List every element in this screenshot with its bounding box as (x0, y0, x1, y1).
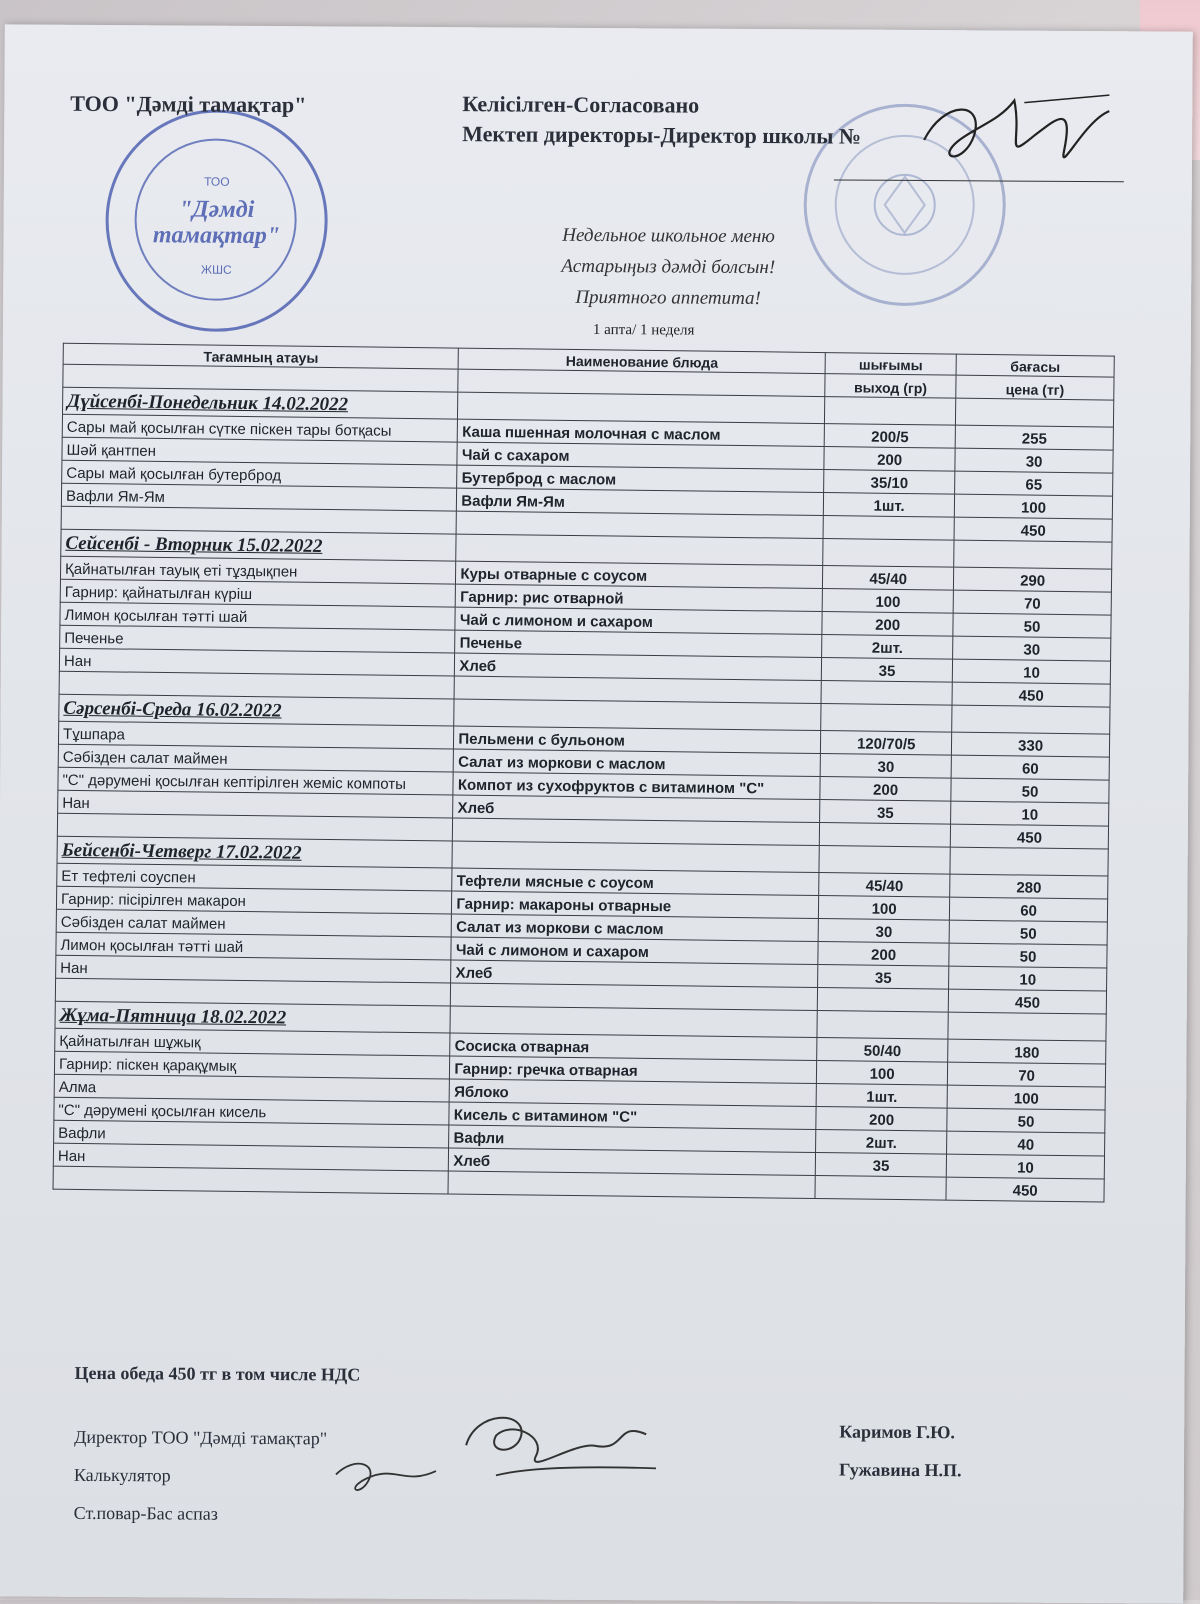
dish-rus: Гарнир: рис отварной (456, 584, 823, 611)
header-rus: Наименование блюда (458, 348, 825, 373)
director-signature (904, 80, 1125, 191)
dish-rus: Пельмени с бульоном (454, 726, 821, 753)
dish-price: 50 (947, 1108, 1105, 1133)
approval-block (462, 89, 861, 151)
week-label: 1 апта/ 1 неделя (592, 321, 695, 339)
dish-price: 50 (953, 613, 1111, 638)
calculator-name: Гужавина Н.П. (838, 1459, 962, 1481)
director-name: Каримов Г.Ю. (839, 1421, 955, 1443)
dish-yield: 35 (820, 800, 951, 825)
day-label: Жұма-Пятница 18.02.2022 (55, 1001, 451, 1033)
dish-rus: Чай с сахаром (457, 442, 824, 469)
dish-price: 50 (951, 778, 1109, 803)
header-price-ru: цена (тг) (956, 375, 1114, 400)
dish-yield: 200 (816, 1107, 947, 1132)
dish-rus: Яблоко (450, 1079, 817, 1106)
dish-kaz: Нан (59, 648, 455, 676)
dish-kaz: Нан (56, 955, 452, 983)
dish-price: 280 (950, 874, 1108, 899)
dish-yield: 120/70/5 (821, 731, 952, 756)
dish-kaz: Печенье (60, 625, 456, 653)
dish-rus: Чай с лимоном и сахаром (451, 937, 818, 964)
dish-yield: 30 (818, 919, 949, 944)
dish-yield: 200 (824, 447, 955, 472)
dish-yield: 100 (822, 589, 953, 614)
dish-kaz: Нан (53, 1143, 449, 1171)
day-total: 450 (946, 1177, 1104, 1202)
dish-price: 180 (948, 1039, 1106, 1064)
dish-kaz: Вафли Ям-Ям (61, 483, 457, 511)
company-name: ТОО "Дәмді тамақтар" (70, 90, 307, 118)
menu-table (53, 343, 1115, 1203)
dish-kaz: "С" дәрумені қосылған кептірілген жеміс компоты (58, 767, 454, 795)
dish-price: 65 (955, 471, 1113, 496)
dish-kaz: Алма (54, 1074, 450, 1102)
company-stamp (105, 109, 328, 332)
title-line-2: Астарыңыз дәмді болсын! (561, 255, 776, 279)
dish-rus: Сосиска отварная (450, 1033, 817, 1060)
header-price-kz: бағасы (956, 354, 1114, 377)
dish-kaz: Нан (58, 790, 454, 818)
dish-yield: 100 (816, 1061, 947, 1086)
dish-yield: 2шт. (822, 635, 953, 660)
dish-kaz: Сары май қосылған сүтке піскен тары ботқасы (62, 414, 458, 442)
dish-yield: 35/10 (824, 470, 955, 495)
stamp-bottom-text: ЖШС (200, 262, 232, 277)
dish-price: 60 (950, 897, 1108, 922)
dish-price: 100 (947, 1085, 1105, 1110)
dish-price: 100 (955, 494, 1113, 519)
director-label: Мектеп директоры-Директор школы № (462, 121, 862, 149)
dish-rus: Кисель с витамином "С" (449, 1102, 816, 1129)
day-total: 450 (952, 682, 1110, 707)
dish-yield: 35 (815, 1153, 946, 1178)
header-kaz: Тағамның атауы (63, 343, 459, 369)
dish-rus: Печенье (455, 630, 822, 657)
stamp-brand: "Дәмді тамақтар" (152, 196, 281, 250)
footer-signatures (326, 1404, 667, 1506)
dish-price: 30 (955, 448, 1113, 473)
dish-price: 60 (951, 755, 1109, 780)
dish-yield: 1шт. (823, 493, 954, 518)
approved-label: Келісілген-Согласовано (462, 91, 700, 118)
header-yield-kz: шығымы (825, 353, 956, 376)
dish-kaz: Қайнатылған шұжық (55, 1028, 451, 1056)
dish-kaz: Ет тефтелі соуспен (57, 863, 453, 891)
stamp-top-text: ТОО (204, 174, 230, 189)
dish-rus: Тефтели мясные с соусом (452, 868, 819, 895)
dish-rus: Каша пшенная молочная с маслом (458, 419, 825, 446)
dish-rus: Салат из моркови с маслом (452, 914, 819, 941)
dish-kaz: Қайнатылған тауық еті тұздықпен (60, 556, 456, 584)
calculator-title: Калькулятор (73, 1464, 171, 1486)
title-line-3: Приятного аппетита! (575, 286, 761, 310)
dish-price: 10 (953, 659, 1111, 684)
dish-kaz: Гарнир: қайнатылған күріш (60, 579, 456, 607)
dish-rus: Хлеб (451, 960, 818, 987)
header-yield-ru: выход (гр) (825, 374, 956, 399)
dish-price: 10 (949, 966, 1107, 991)
dish-rus: Хлеб (449, 1148, 816, 1175)
dish-yield: 35 (821, 658, 952, 683)
dish-kaz: Вафли (54, 1120, 450, 1148)
dish-rus: Гарнир: гречка отварная (450, 1056, 817, 1083)
day-label: Сейсенбі - Вторник 15.02.2022 (61, 529, 457, 561)
dish-rus: Куры отварные с соусом (456, 561, 823, 588)
dish-rus: Хлеб (453, 795, 820, 822)
dish-yield: 50/40 (817, 1038, 948, 1063)
dish-yield: 200/5 (824, 424, 955, 449)
dish-rus: Хлеб (455, 653, 822, 680)
dish-rus: Компот из сухофруктов с витамином "С" (453, 772, 820, 799)
dish-kaz: Шәй қантпен (62, 437, 458, 465)
price-note: Цена обеда 450 тг в том числе НДС (74, 1362, 361, 1385)
day-label: Дүйсенбі-Понедельник 14.02.2022 (62, 387, 458, 419)
dish-yield: 200 (820, 777, 951, 802)
dish-yield: 30 (820, 754, 951, 779)
dish-yield: 2шт. (816, 1130, 947, 1155)
dish-kaz: Гарнир: піскен қарақұмық (54, 1051, 450, 1079)
dish-price: 70 (953, 590, 1111, 615)
dish-yield: 100 (819, 896, 950, 921)
dish-price: 330 (952, 732, 1110, 757)
dish-yield: 200 (822, 612, 953, 637)
menu-document (0, 24, 1193, 1603)
dish-kaz: Лимон қосылған тәтті шай (60, 602, 456, 630)
dish-rus: Салат из моркови с маслом (454, 749, 821, 776)
menu-title (523, 220, 814, 315)
dish-price: 70 (948, 1062, 1106, 1087)
dish-rus: Бутерброд с маслом (457, 465, 824, 492)
dish-price: 50 (949, 943, 1107, 968)
dish-kaz: Тұшпара (58, 721, 454, 749)
dish-rus: Гарнир: макароны отварные (452, 891, 819, 918)
dish-kaz: Сәбізден салат маймен (58, 744, 454, 772)
dish-kaz: Сәбізден салат маймен (56, 909, 452, 937)
dish-kaz: Лимон қосылған тәтті шай (56, 932, 452, 960)
dish-yield: 45/40 (819, 873, 950, 898)
dish-rus: Вафли (449, 1125, 816, 1152)
day-label: Сәрсенбі-Среда 16.02.2022 (59, 694, 455, 726)
dish-yield: 45/40 (823, 566, 954, 591)
dish-yield: 200 (818, 942, 949, 967)
day-total: 450 (950, 824, 1108, 849)
dish-price: 10 (946, 1154, 1104, 1179)
dish-yield: 35 (818, 965, 949, 990)
title-line-1: Недельное школьное меню (562, 224, 775, 248)
dish-price: 255 (955, 425, 1113, 450)
day-total: 450 (948, 989, 1106, 1014)
dish-kaz: Сары май қосылған бутерброд (62, 460, 458, 488)
dish-rus: Вафли Ям-Ям (457, 488, 824, 515)
chef-title: Ст.повар-Бас аспаз (73, 1502, 218, 1524)
day-total: 450 (954, 517, 1112, 542)
dish-price: 30 (953, 636, 1111, 661)
dish-price: 10 (951, 801, 1109, 826)
dish-price: 290 (954, 567, 1112, 592)
day-label: Бейсенбі-Четверг 17.02.2022 (57, 836, 453, 868)
dish-price: 50 (949, 920, 1107, 945)
dish-kaz: Гарнир: пісірілген макарон (56, 886, 452, 914)
dish-kaz: "С" дәрумені қосылған кисель (54, 1097, 450, 1125)
director-title: Директор ТОО "Дәмді тамақтар" (74, 1426, 328, 1449)
dish-yield: 1шт. (816, 1084, 947, 1109)
dish-rus: Чай с лимоном и сахаром (455, 607, 822, 634)
dish-price: 40 (947, 1131, 1105, 1156)
